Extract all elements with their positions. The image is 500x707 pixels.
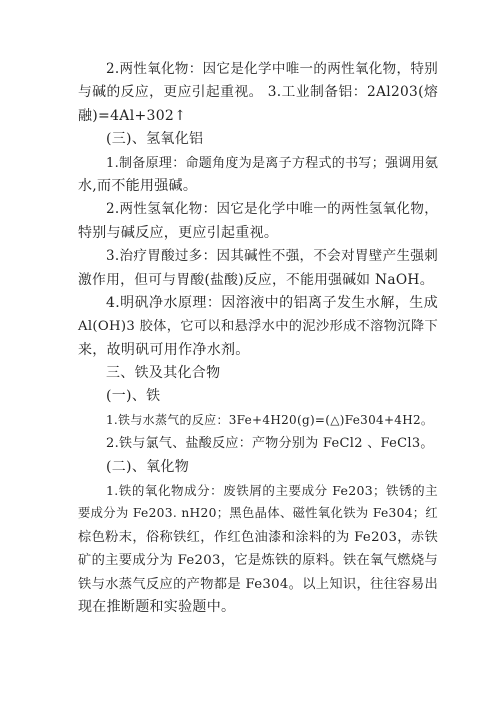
text-line: 1.制备原理：命题角度为是离子方程式的书写；强调用氨 xyxy=(106,155,439,171)
text-line: 水,而不能用强碱。 xyxy=(78,177,198,194)
section-heading: (三)、氢氧化铝 xyxy=(106,131,204,148)
subsection-heading: (二)、氧化物 xyxy=(106,458,190,475)
text-line: 要成分为 Fe203. nH20；黑色晶体、磁性氧化铁为 Fe304；红 xyxy=(78,506,438,521)
text-line: 来，故明矾可用作净水剂。 xyxy=(78,341,250,358)
text-line: 激作用，但可与胃酸(盐酸)反应，不能用强碱如 NaOH。 xyxy=(78,271,434,288)
text-line: 特别与碱反应，更应引起重视。 xyxy=(78,224,279,241)
text-line: 融)=4Al+302↑ xyxy=(78,107,187,124)
document-body xyxy=(78,58,438,619)
text-line: 2.两性氧化物：因它是化学中唯一的两性氧化物，特别 xyxy=(106,61,438,77)
section-heading: 三、铁及其化合物 xyxy=(106,365,221,382)
text-line: Al(OH)3 胶体，它可以和悬浮水中的泥沙形成不溶物沉降下 xyxy=(78,319,438,335)
text-line: 现在推断题和实验题中。 xyxy=(78,598,236,615)
text-line: 4.明矾净水原理：因溶液中的铝离子发生水解，生成 xyxy=(106,294,438,311)
subsection-heading: (一)、铁 xyxy=(106,388,161,405)
text-line: 2.两性氢氧化物：因它是化学中唯一的两性氢氧化物， xyxy=(106,201,438,218)
text-line: 棕色粉末，俗称铁红，作红色油漆和涂料的为 Fe203，赤铁 xyxy=(78,529,438,545)
text-line: 矿的主要成分为 Fe203，它是炼铁的原料。铁在氧气燃烧与 xyxy=(78,553,438,569)
text-line: 2.铁与氯气、盐酸反应：产物分别为 FeCl2 、FeCl3。 xyxy=(106,436,434,452)
text-line: 1.铁与水蒸气的反应：3Fe+4H20(g)=(△)Fe304+4H2。 xyxy=(106,412,434,427)
text-line: 铁与水蒸气反应的产物都是 Fe304。以上知识，往往容易出 xyxy=(78,576,438,592)
text-line: 1.铁的氧化物成分：废铁屑的主要成分 Fe203；铁锈的主 xyxy=(106,483,438,499)
text-line: 与碱的反应，更应引起重视。 3.工业制备铝：2Al203(熔 xyxy=(78,84,438,101)
text-line: 3.治疗胃酸过多：因其碱性不强，不会对胃壁产生强刺 xyxy=(106,248,438,265)
